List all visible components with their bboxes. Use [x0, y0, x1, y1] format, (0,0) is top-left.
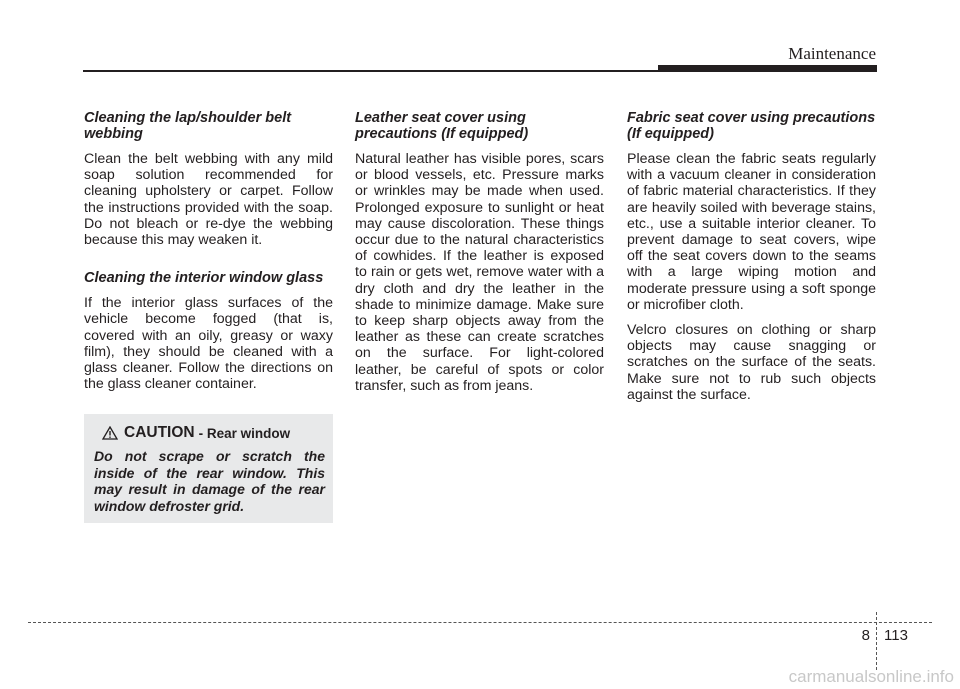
paragraph-fabric-seat: Please clean the fabric seats regularly with a vacuum cleaner in consideration of fabric material characteristics. If they are heavily soiled with beverage stains, etc., use a suitable interior cleaner. To prevent damage to seat covers, wipe off the seat covers down to the seams with a large wiping motion and moderate pressure using a soft sponge or microfiber cloth.: [627, 151, 876, 313]
footer-dashed-rule: [28, 622, 932, 623]
header-rule-thin: [83, 70, 658, 72]
watermark: carmanualsonline.info: [788, 667, 954, 686]
heading-belt-webbing: Cleaning the lap/shoulder belt webbing: [84, 110, 292, 142]
column-3: [627, 110, 876, 412]
column-2: [355, 110, 604, 403]
heading-fabric-seat: Fabric seat cover using precautions (If equipped): [627, 110, 876, 142]
heading-window-glass: Cleaning the interior window glass: [84, 270, 324, 287]
heading-leather-seat: Leather seat cover using precautions (If equipped): [355, 110, 529, 142]
paragraph-velcro: Velcro closures on clothing or sharp objects may cause snagging or scratches on the surface of the seats. Make sure not to rub such objects against the surface.: [627, 322, 876, 403]
caution-text: Do not scrape or scratch the inside of the rear window. This may result in damage of the rear window defroster grid.: [94, 448, 325, 514]
caution-subtitle: - Rear window: [198, 425, 291, 441]
page-number: 113: [884, 627, 908, 644]
caution-box: [84, 414, 333, 523]
chapter-number: 8: [861, 627, 870, 644]
warning-triangle-icon: [102, 426, 118, 440]
paragraph-window-glass: If the interior glass surfaces of the vehicle become fogged (that is, covered with an oily, greasy or waxy film), they should be cleaned with a glass cleaner. Follow the directions on the glass cleaner container.: [84, 295, 333, 393]
caution-label: CAUTION: [124, 424, 195, 441]
footer-dashed-divider: [876, 612, 877, 670]
column-1: [84, 110, 333, 401]
header-rule-thick: [658, 65, 877, 72]
paragraph-belt-webbing: Clean the belt webbing with any mild soap solution recommended for cleaning upholstery or carpet. Follow the instructions provided with the soap. Do not bleach or re-dye the webbing because this may weaken it.: [84, 151, 333, 249]
section-title: Maintenance: [788, 44, 876, 63]
paragraph-leather-seat: Natural leather has visible pores, scars or blood vessels, etc. Pressure marks or wrinkles may be made when used. Prolonged exposure to sunlight or heat may cause discoloration. These things occur due to the natural characteristics of cowhides. If the leather is exposed to rain or gets wet, remove water with a dry cloth and dry the leather in the shade to minimize damage. Make sure to keep sharp objects away from the leather as these can create scratches on the surface. For light-colored leather, be careful of spots or color transfer, such as from jeans.: [355, 151, 604, 394]
